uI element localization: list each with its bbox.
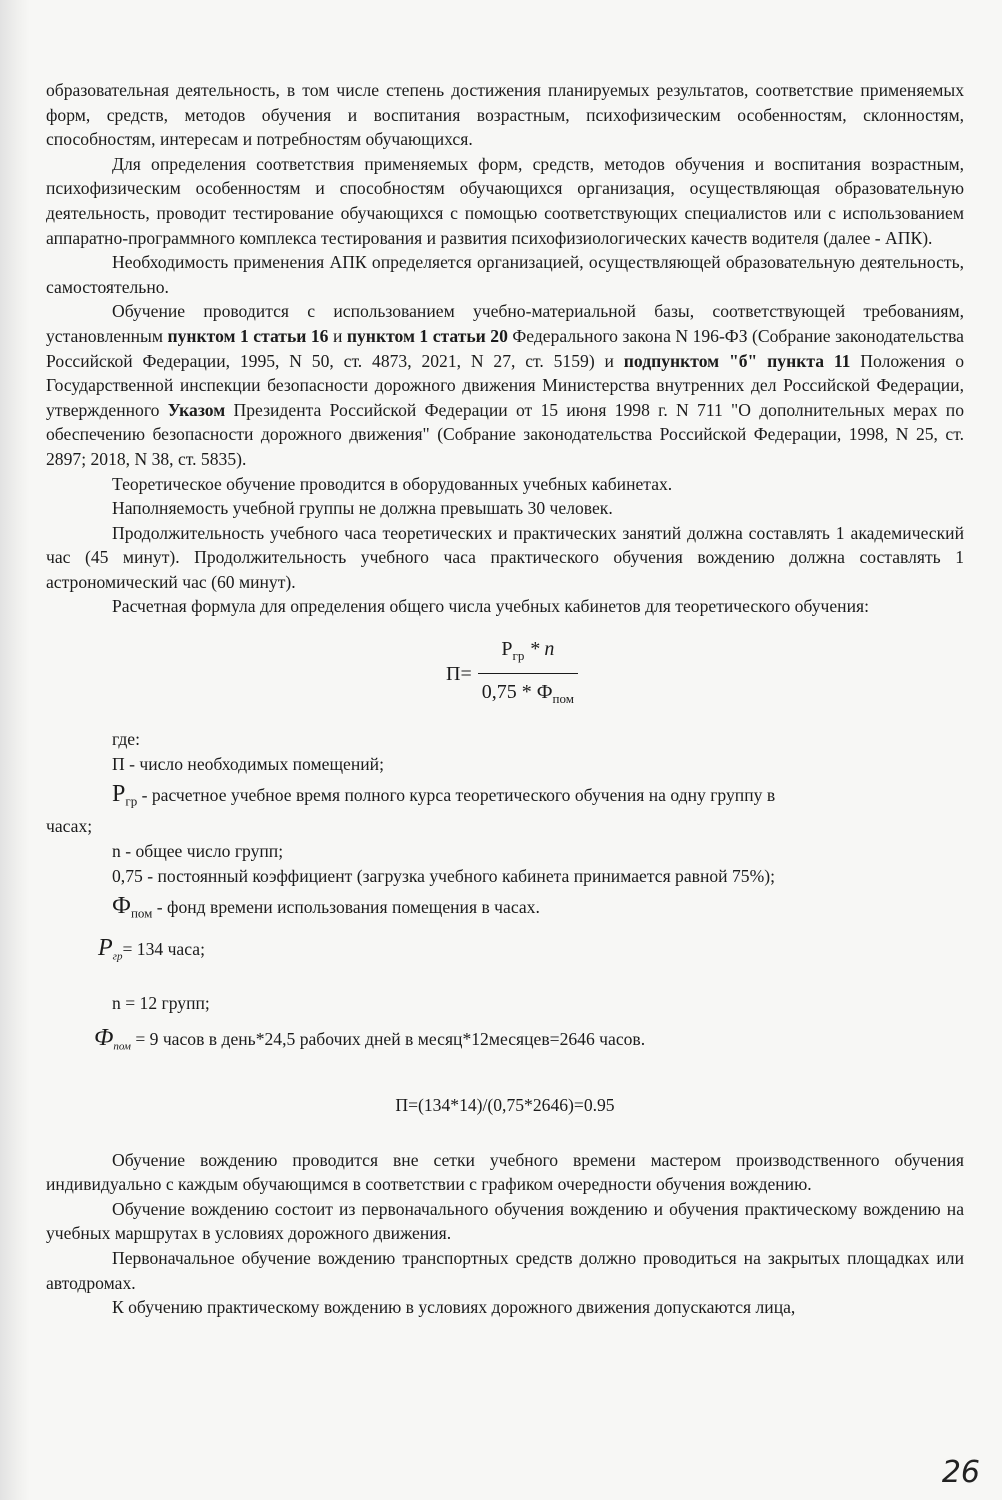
formula-num-base: Р <box>501 638 513 661</box>
def-symbol-sub: гр <box>125 793 138 809</box>
definition-5 <box>46 894 964 926</box>
formula-numerator <box>491 637 564 673</box>
formula-num-sub: гр <box>512 648 525 664</box>
handwritten-page-number: 26 <box>941 1455 980 1490</box>
value-3 <box>46 1026 964 1059</box>
paragraph-2: Для определения соответствия применяемых форм, средств, методов обучения и воспитания возрастным, психофизическим особенностям и способностям обучающихся организация, осуществляющая образовательную деятельность, проводит тестирование обучающихся с помощью соответствующих специалистов или с использованием аппаратно-программного комплекса тестирования и развития психофизиологических качеств водителя (далее - АПК). <box>46 153 964 248</box>
closing-paragraph-3: Первоначальное обучение вождению транспортных средств должно проводиться на закрытых площадках или автодромах. <box>46 1248 964 1293</box>
closing-paragraph-1: Обучение вождению проводится вне сетки учебного времени мастером производственного обучения индивидуально с каждым обучающимся в соответствии с графиком очередности обучения вождению. <box>46 1149 964 1195</box>
bold-reference: подпунктом "б" пункта 11 <box>623 350 851 371</box>
def-text: - расчетное учебное время полного курса теоретического обучения на одну группу в <box>137 785 776 806</box>
formula-denominator <box>478 673 578 712</box>
room-count-formula <box>446 637 578 711</box>
closing-paragraph-4: К обучению практическому вождению в условиях дорожного движения допускаются лица, <box>112 1297 796 1318</box>
formula-lhs: П= <box>446 662 472 685</box>
scan-edge-shadow <box>0 0 30 1500</box>
definition-2-continuation: часах; <box>46 816 93 837</box>
paragraph-5: Теоретическое обучение проводится в оборудованных учебных кабинетах. <box>112 473 673 494</box>
value-text: = 134 часа; <box>122 939 205 960</box>
text-span: и <box>328 325 347 346</box>
value-symbol-sub: гр <box>112 950 123 963</box>
bold-reference: пунктом 1 статьи 16 <box>167 325 329 346</box>
formula-den-sub: пом <box>552 690 574 706</box>
paragraph-3: Необходимость применения АПК определяется организацией, осуществляющей образовательную деятельность, самостоятельно. <box>46 252 964 297</box>
definition-1: П - число необходимых помещений; <box>112 753 384 774</box>
formula-block <box>46 619 964 725</box>
def-symbol-sub: пом <box>130 905 153 921</box>
def-symbol: Ф <box>112 893 131 920</box>
value-1 <box>46 936 964 969</box>
paragraph-7: Продолжительность учебного часа теоретических и практических занятий должна составлять 1 академический час (45 минут). Продолжительность учебного часа практического обучения вождению должна составлять 1 астрономический час (60 минут). <box>46 522 964 592</box>
paragraph-6: Наполняемость учебной группы не должна превышать 30 человек. <box>112 498 613 519</box>
text-span: Положения о Государственной инспекции безопасности дорожного движения Министерства внутренних дел Российской Федерации, утвержденного <box>46 350 964 420</box>
text-span: Президента Российской Федерации от 15 июня 1998 г. N 711 "О дополнительных мерах по обеспечению безопасности дорожного движения" (Собрание законодательства Российской Федерации, 1998, N 25, ст. 2897; 2018, N 38, ст. 5835). <box>46 399 964 469</box>
value-symbol: Р <box>98 935 113 962</box>
formula-num-rest: * n <box>524 638 555 661</box>
formula-den-base: 0,75 * Ф <box>481 680 553 703</box>
def-text: - фонд времени использования помещения в часах. <box>152 897 540 918</box>
value-text: = 9 часов в день*24,5 рабочих дней в месяц*12месяцев=2646 часов. <box>130 1028 646 1049</box>
def-symbol: Р <box>112 781 126 808</box>
formula-fraction <box>478 637 578 711</box>
definition-3: n - общее число групп; <box>112 840 284 861</box>
document-page <box>46 78 964 1320</box>
closing-paragraph-2: Обучение вождению состоит из первоначального обучения вождению и обучения практическому вождению на учебных маршрутах в условиях дорожного движения. <box>46 1198 964 1244</box>
value-symbol: Ф <box>94 1024 114 1051</box>
bold-reference: Указом <box>167 399 226 420</box>
paragraph-1: образовательная деятельность, в том числе степень достижения планируемых результатов, соответствие применяемых форм, средств, методов обучения и воспитания возрастным, психофизическим особенностям, склонностям, способностям, интересам и потребностям обучающихся. <box>46 80 964 150</box>
value-symbol-sub: пом <box>113 1040 131 1053</box>
paragraph-8: Расчетная формула для определения общего числа учебных кабинетов для теоретического обучения: <box>112 596 869 617</box>
definition-4: 0,75 - постоянный коэффициент (загрузка учебного кабинета принимается равной 75%); <box>112 865 775 886</box>
value-2: n = 12 групп; <box>112 993 210 1014</box>
bold-reference: пунктом 1 статьи 20 <box>346 325 508 346</box>
text-span: Федерального закона N 196-ФЗ (Собрание законодательства Российской Федерации, 1995, N 50, ст. 4873, 2021, N 27, ст. 5159) и <box>46 325 964 371</box>
calculation-result: П=(134*14)/(0,75*2646)=0.95 <box>395 1095 615 1116</box>
where-label: где: <box>112 729 140 750</box>
definition-2 <box>46 782 964 814</box>
paragraph-4 <box>46 299 964 471</box>
text-span: Обучение проводится с использованием учебно-материальной базы, соответствующей требованиям, установленным <box>46 301 964 346</box>
